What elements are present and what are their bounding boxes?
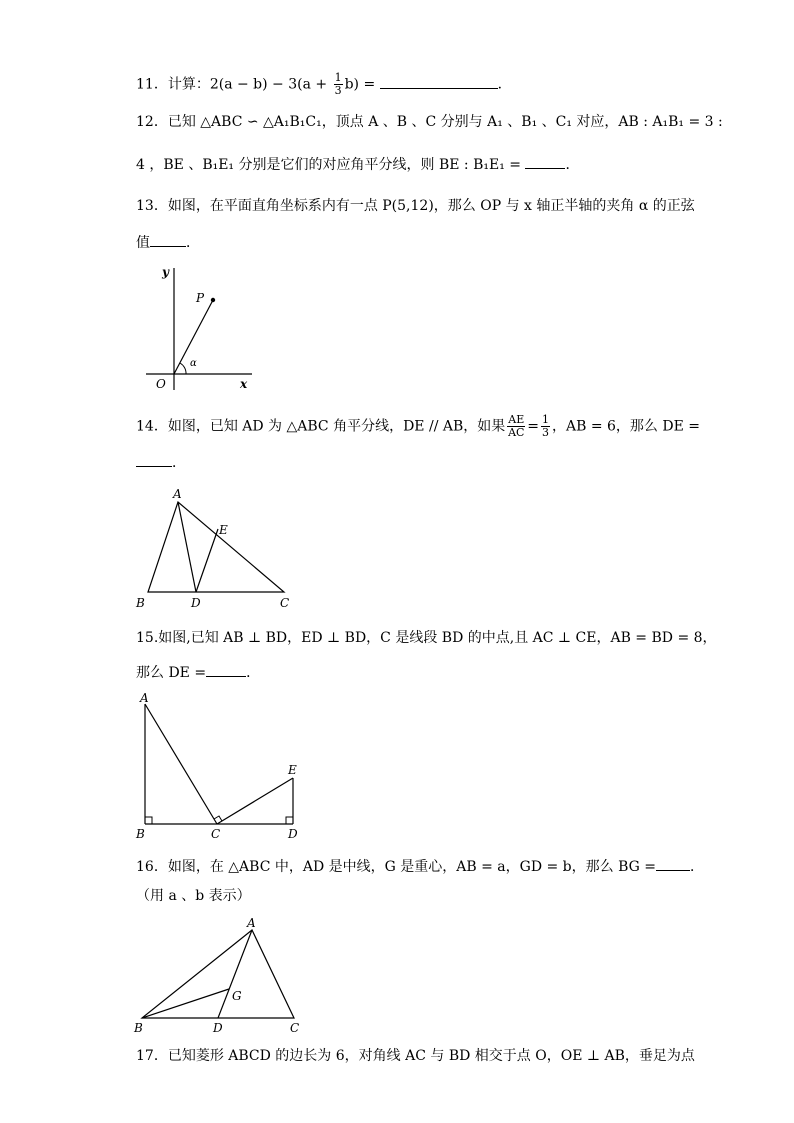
- q13-label-x: x: [240, 377, 248, 391]
- q16-line2: （用 a 、b 表示）: [136, 888, 251, 904]
- q13-label-o: O: [156, 377, 166, 391]
- q17-line1: 17．已知菱形 ABCD 的边长为 6，对角线 AC 与 BD 相交于点 O，OE ⊥ AB，垂足为点: [136, 1048, 695, 1064]
- q11-prefix: 11．计算：: [136, 76, 210, 93]
- q15-segment-ce: [217, 778, 293, 824]
- q16-suffix: ．: [690, 859, 705, 875]
- question-11: [136, 72, 512, 97]
- q11-expression-tail: b) =: [344, 76, 376, 93]
- q15-segment-ac: [145, 704, 217, 824]
- q13-suffix: ．: [186, 235, 200, 251]
- q14-line1-text: 14．如图，已知 AD 为 △ABC 角平分线，DE // AB，如果: [136, 418, 506, 435]
- q12-answer-blank[interactable]: [525, 154, 565, 169]
- q13-label-y: y: [162, 265, 169, 279]
- q13-answer-blank[interactable]: [150, 232, 186, 247]
- q15-figure: [130, 690, 310, 840]
- q14-line1: [136, 414, 700, 439]
- q15-suffix: ．: [246, 665, 261, 681]
- q12-line2-text: 4 ，BE 、B₁E₁ 分别是它们的对应角平分线，则 BE : B₁E₁ =: [136, 157, 521, 173]
- q15-right-angle-d: [286, 817, 293, 824]
- q14-answer-blank[interactable]: [136, 452, 172, 467]
- q11-answer-blank[interactable]: [380, 74, 498, 89]
- q15-label-b: B: [136, 827, 145, 841]
- q15-line1: 15.如图,已知 AB ⊥ BD，ED ⊥ BD，C 是线段 BD 的中点,且 AC ⊥ CE，AB = BD = 8，: [136, 630, 717, 646]
- q13-label-alpha: α: [190, 358, 197, 369]
- q16-label-d: D: [213, 1021, 223, 1035]
- q14-label-b: B: [136, 596, 145, 610]
- q16-line1-text: 16．如图，在 △ABC 中，AD 是中线，G 是重心，AB = a，GD = b，那么 BG =: [136, 859, 657, 875]
- q15-right-angle-b: [145, 817, 152, 824]
- q14-figure: [130, 484, 300, 614]
- q15-label-e: E: [288, 763, 297, 777]
- q15-line2: [136, 662, 260, 683]
- q14-frac-num: AE: [508, 413, 525, 426]
- q16-label-a: A: [247, 916, 256, 930]
- q14-line2: [136, 452, 186, 473]
- q16-label-g: G: [232, 989, 242, 1003]
- q14-fraction: [507, 414, 525, 439]
- q14-line1-tail: ，AB = 6，那么 DE =: [551, 418, 700, 435]
- q15-label-a: A: [140, 691, 149, 705]
- q13-line2-text: 值: [136, 235, 150, 251]
- q15-answer-blank[interactable]: [206, 662, 246, 677]
- q13-line2: [136, 232, 200, 253]
- q14-label-d: D: [191, 596, 201, 610]
- q16-triangle-abc: [142, 930, 294, 1018]
- q16-line1: [136, 856, 704, 877]
- q13-point-p: [211, 298, 215, 302]
- q14-frac2-den: 3: [541, 426, 549, 439]
- q14-frac2-num: 1: [541, 413, 549, 426]
- q15-line2-text: 那么 DE =: [136, 665, 207, 681]
- q14-suffix: ．: [172, 455, 186, 471]
- q16-label-c: C: [290, 1021, 300, 1035]
- q11-fraction: [334, 72, 343, 97]
- q16-answer-blank[interactable]: [656, 856, 690, 871]
- q12-line1: 12．已知 △ABC ∽ △A₁B₁C₁，顶点 A 、B 、C 分别与 A₁ 、B₁ 、C₁ 对应，AB : A₁B₁ = 3 :: [136, 114, 723, 130]
- q12-line2: [136, 154, 579, 175]
- q14-label-a: A: [173, 487, 182, 501]
- q16-segment-bg: [142, 989, 229, 1018]
- q16-figure: [130, 914, 310, 1038]
- q11-suffix: ．: [497, 76, 512, 93]
- q14-frac-den: AC: [508, 426, 525, 439]
- q14-segment-de: [196, 529, 218, 592]
- q14-label-c: C: [280, 596, 290, 610]
- q15-label-d: D: [288, 827, 298, 841]
- q13-angle-arc: [180, 363, 186, 374]
- q13-figure: [140, 258, 260, 398]
- q14-fraction-2: [541, 414, 550, 439]
- q15-label-c: C: [211, 827, 221, 841]
- q11-frac-den: 3: [334, 84, 342, 97]
- q13-line1: 13．如图，在平面直角坐标系内有一点 P(5,12)，那么 OP 与 x 轴正半轴的夹角 α 的正弦: [136, 198, 695, 214]
- q14-eq: =: [527, 418, 539, 435]
- q13-label-p: P: [196, 291, 205, 305]
- q14-label-e: E: [219, 523, 228, 537]
- q14-triangle-abc: [148, 502, 284, 592]
- q16-label-b: B: [134, 1021, 143, 1035]
- q11-frac-num: 1: [334, 71, 342, 84]
- q12-suffix: ．: [565, 157, 580, 173]
- q11-expression: 2(a − b) − 3(a +: [209, 76, 332, 93]
